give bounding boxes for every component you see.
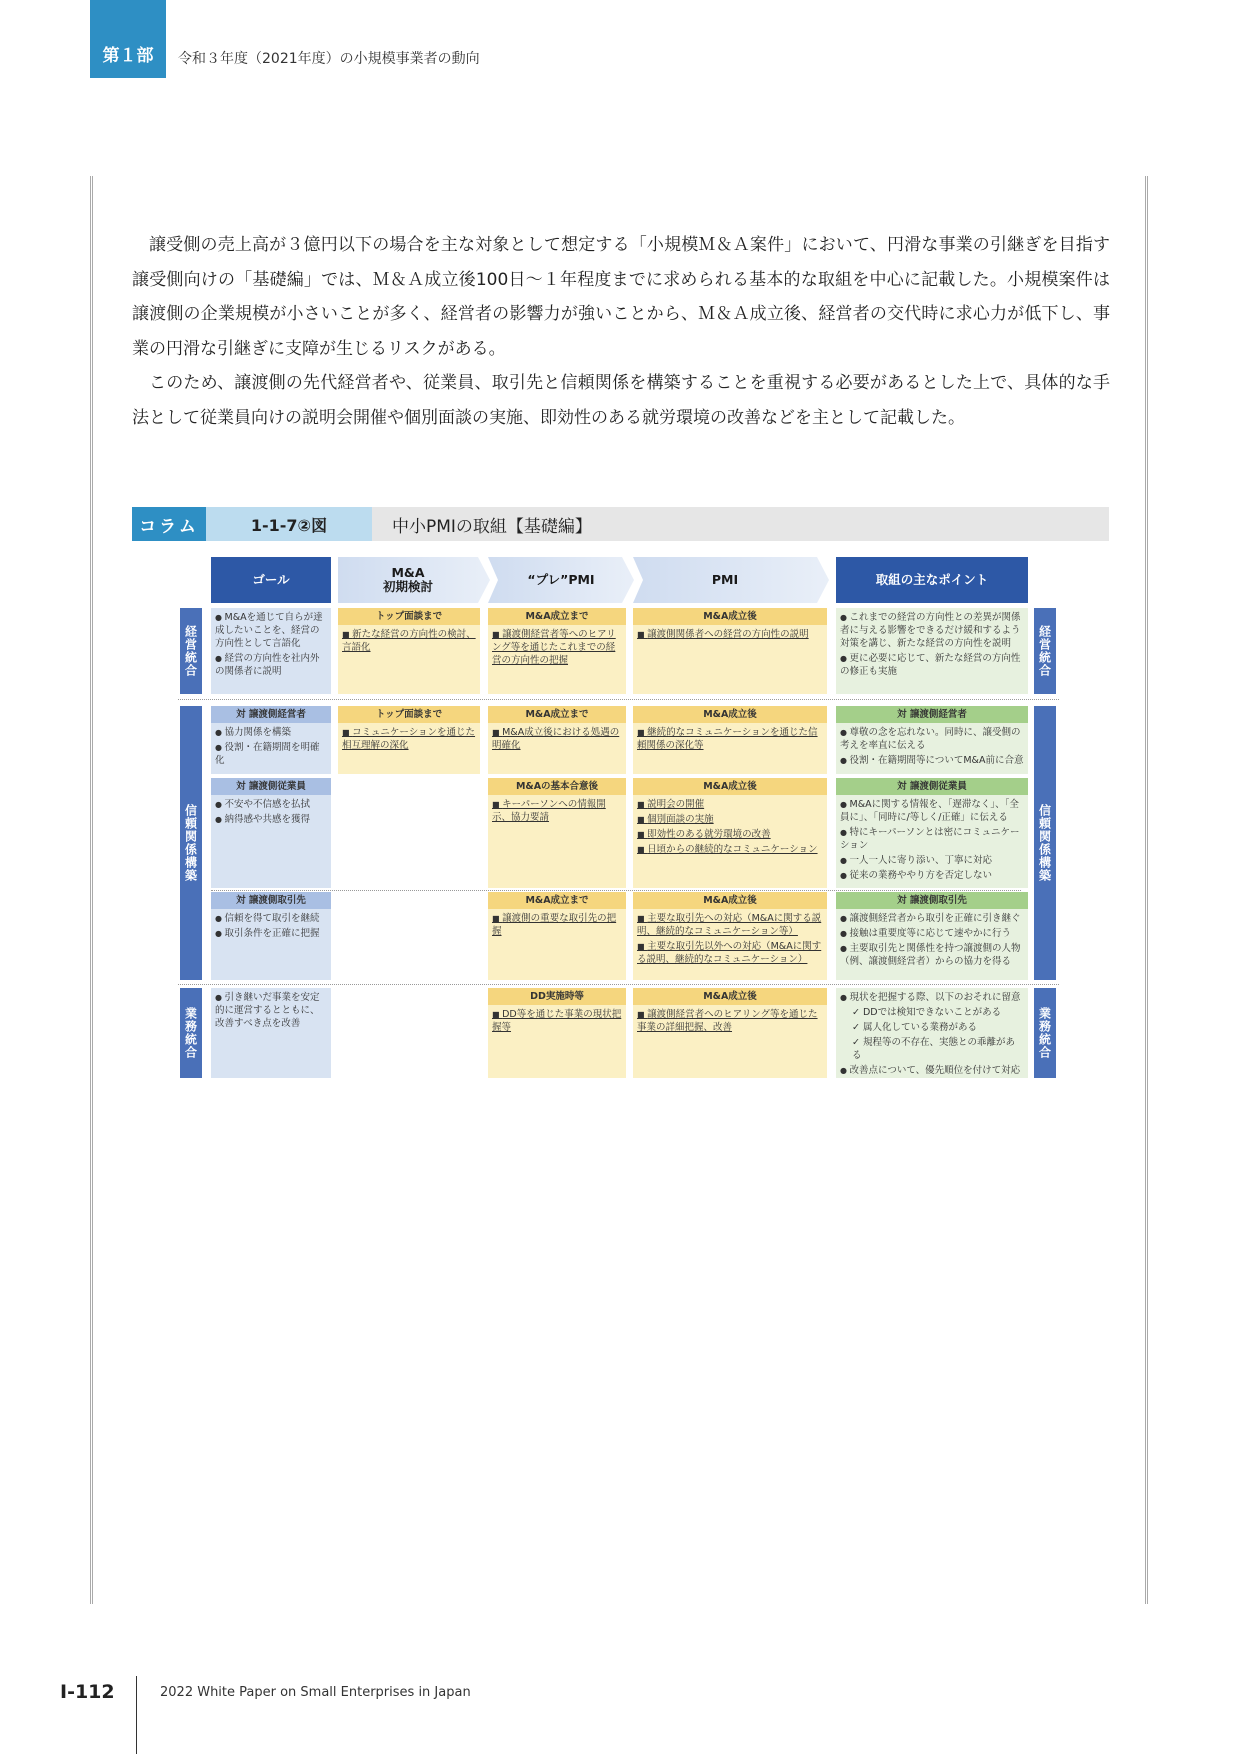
keiei-ma [338,608,480,694]
gyomu-point-last: ● 改善点について、優先順位を付けて対応 [840,1064,1024,1077]
keiei-goal [211,608,331,694]
left-margin-rule [90,176,93,1604]
keiei-pre [488,608,626,694]
shinrai-emp-goal [211,778,331,888]
shinrai-emp-goal-tag: 対 譲渡側従業員 [211,778,331,795]
shinrai-owner-point-2: ● 役割・在籍期間等についてM&A前に合意 [840,754,1024,767]
gyomu-point-main: ● 現状を把握する際、以下のおそれに留意 [840,991,1024,1004]
gyomu-goal-1: ● 引き継いだ事業を安定的に運営するとともに、改善すべき点を改善 [215,991,327,1030]
shinrai-owner-pmi [633,706,827,774]
section-label-gyomu-right: 業務統合 [1034,988,1056,1078]
figure-title: 中小PMIの取組【基礎編】 [392,516,592,537]
keiei-ma-1: ■ 新たな経営の方向性の検討、言語化 [342,628,476,654]
shinrai-cli-pre-1: ■ 譲渡側の重要な取引先の把握 [492,912,622,938]
shinrai-cli-goal-2: ● 取引条件を正確に把握 [215,927,327,940]
shinrai-emp-pmi [633,778,827,888]
shinrai-owner-ma-1: ■ コミュニケーションを通じた相互理解の深化 [342,726,476,752]
shinrai-owner-pre-1: ■ M&A成立後における処遇の明確化 [492,726,622,752]
keiei-ma-tag: トップ面談まで [338,608,480,625]
shinrai-emp-pre-1: ■ キーパーソンへの情報開示、協力要請 [492,798,622,824]
shinrai-cli-goal-tag: 対 譲渡側取引先 [211,892,331,909]
shinrai-cli-points [836,892,1028,980]
gyomu-pmi [633,988,827,1078]
shinrai-cli-point-1: ● 譲渡側経営者から取引を正確に引き継ぐ [840,912,1024,925]
header-goal: ゴール [211,557,331,603]
shinrai-owner-points [836,706,1028,774]
shinrai-owner-ma [338,706,480,774]
shinrai-cli-pre [488,892,626,980]
section-label-keiei-left: 経営統合 [180,608,202,694]
shinrai-cli-pmi-tag: M&A成立後 [633,892,827,909]
separator-3 [178,984,1059,985]
shinrai-owner-pre [488,706,626,774]
shinrai-emp-points-tag: 対 譲渡側従業員 [836,778,1028,795]
keiei-goal-1: ● M&Aを通じて自らが達成したいことを、経営の方向性として言語化 [215,611,327,650]
shinrai-emp-pmi-4: ■ 日頃からの継続的なコミュニケーション [637,843,823,856]
shinrai-owner-ma-tag: トップ面談まで [338,706,480,723]
paragraph-1: 譲受側の売上高が３億円以下の場合を主な対象として想定する「小規模Ｍ＆Ａ案件」において、円滑な事業の引継ぎを目指す譲受側向けの「基礎編」では、Ｍ＆Ａ成立後100日〜１年程度までに求められる基本的な取組を中心に記載した。小規模案件は譲渡側の企業規模が小さいことが多く、経営者の影響力が強いことから、Ｍ＆Ａ成立後、経営者の交代時に求心力が低下し、事業の円滑な引継ぎに支障が生じるリスクがある。 [132,235,1110,359]
gyomu-pre-1: ■ DD等を通じた事業の現状把握等 [492,1008,622,1034]
gyomu-points [836,988,1028,1078]
gyomu-check-3: ✓ 規程等の不存在、実態との乖離がある [840,1036,1024,1062]
shinrai-emp-pmi-1: ■ 説明会の開催 [637,798,823,811]
keiei-pmi [633,608,827,694]
shinrai-cli-pre-tag: M&A成立まで [488,892,626,909]
shinrai-owner-goal-tag: 対 譲渡側経営者 [211,706,331,723]
keiei-points [836,608,1028,694]
shinrai-emp-pmi-3: ■ 即効性のある就労環境の改善 [637,828,823,841]
footer-divider [136,1676,137,1754]
shinrai-emp-point-4: ● 従来の業務ややり方を否定しない [840,869,1024,882]
shinrai-emp-point-3: ● 一人一人に寄り添い、丁寧に対応 [840,854,1024,867]
keiei-pre-1: ■ 譲渡側経営者等へのヒアリング等を通じたこれまでの経営の方向性の把握 [492,628,622,667]
paragraph-2: このため、譲渡側の先代経営者や、従業員、取引先と信頼関係を構築することを重視する必要があるとした上で、具体的な手法として従業員向けの説明会開催や個別面談の実施、即効性のある就労環境の改善などを主として記載した。 [132,373,1110,428]
keiei-pre-tag: M&A成立まで [488,608,626,625]
header-ma: M&A 初期検討 [382,565,433,594]
gyomu-goal [211,988,331,1078]
section-label-shinrai-right: 信頼関係構築 [1034,706,1056,980]
keiei-pmi-1: ■ 譲渡側関係者への経営の方向性の説明 [637,628,823,641]
gyomu-pmi-1: ■ 譲渡側経営者へのヒアリング等を通じた事業の詳細把握、改善 [637,1008,823,1034]
shinrai-owner-pmi-1: ■ 継続的なコミュニケーションを通じた信頼関係の深化等 [637,726,823,752]
shinrai-cli-goal-1: ● 信頼を得て取引を継続 [215,912,327,925]
shinrai-cli-goal [211,892,331,980]
shinrai-cli-point-2: ● 接触は重要度等に応じて速やかに行う [840,927,1024,940]
keiei-pmi-tag: M&A成立後 [633,608,827,625]
keiei-goal-2: ● 経営の方向性を社内外の関係者に説明 [215,652,327,678]
column-label: コラム [132,507,206,541]
shinrai-cli-points-tag: 対 譲渡側取引先 [836,892,1028,909]
gyomu-check-2: ✓ 属人化している業務がある [840,1021,1024,1034]
shinrai-emp-points [836,778,1028,888]
figure-number: 1-1-7②図 [206,507,372,541]
shinrai-emp-pre-tag: M&Aの基本合意後 [488,778,626,795]
shinrai-cli-pmi-1: ■ 主要な取引先への対応（M&Aに関する説明、継続的なコミュニケーション等） [637,912,823,938]
keiei-point-2: ● 更に必要に応じて、新たな経営の方向性の修正も実施 [840,652,1024,678]
shinrai-emp-point-2: ● 特にキーパーソンとは密にコミュニケーション [840,826,1024,852]
shinrai-owner-pmi-tag: M&A成立後 [633,706,827,723]
right-margin-rule [1145,176,1148,1604]
section-label-gyomu-left: 業務統合 [180,988,202,1078]
body-text [132,228,1110,435]
shinrai-owner-goal-2: ● 役割・在籍期間を明確化 [215,741,327,767]
shinrai-emp-goal-2: ● 納得感や共感を獲得 [215,813,327,826]
header-pmi: PMI [711,572,739,587]
shinrai-emp-pmi-tag: M&A成立後 [633,778,827,795]
shinrai-owner-goal-1: ● 協力関係を構築 [215,726,327,739]
shinrai-owner-points-tag: 対 譲渡側経営者 [836,706,1028,723]
section-label-keiei-right: 経営統合 [1034,608,1056,694]
shinrai-emp-point-1: ● M&Aに関する情報を、「遅滞なく」、「全員に」、「同時に/等しく/正確」に伝える [840,798,1024,824]
chapter-title: 令和３年度（2021年度）の小規模事業者の動向 [178,51,480,67]
separator-2 [211,890,1021,891]
shinrai-emp-goal-1: ● 不安や不信感を払拭 [215,798,327,811]
shinrai-cli-pmi-2: ■ 主要な取引先以外への対応（M&Aに関する説明、継続的なコミュニケーション） [637,940,823,966]
shinrai-cli-point-3: ● 主要取引先と関係性を持つ譲渡側の人物（例、譲渡側経営者）からの協力を得る [840,942,1024,968]
shinrai-emp-pre [488,778,626,888]
footer-publication: 2022 White Paper on Small Enterprises in Japan [160,1685,471,1700]
gyomu-check-1: ✓ DDでは検知できないことがある [840,1006,1024,1019]
page-number: Ⅰ-112 [60,1681,115,1703]
part-tab: 第１部 [90,0,166,78]
header-pre-pmi: “プレ”PMI [527,572,595,587]
gyomu-pmi-tag: M&A成立後 [633,988,827,1005]
shinrai-owner-pre-tag: M&A成立まで [488,706,626,723]
shinrai-owner-goal [211,706,331,774]
shinrai-emp-pmi-2: ■ 個別面談の実施 [637,813,823,826]
section-label-shinrai-left: 信頼関係構築 [180,706,202,980]
gyomu-pre-tag: DD実施時等 [488,988,626,1005]
keiei-point-1: ● これまでの経営の方向性との差異が関係者に与える影響をできるだけ緩和するよう対策を講じ、新たな経営の方向性を説明 [840,611,1024,650]
separator-1 [178,699,1059,700]
shinrai-cli-pmi [633,892,827,980]
header-points: 取組の主なポイント [836,557,1028,603]
shinrai-owner-point-1: ● 尊敬の念を忘れない。同時に、譲受側の考えを率直に伝える [840,726,1024,752]
gyomu-pre [488,988,626,1078]
